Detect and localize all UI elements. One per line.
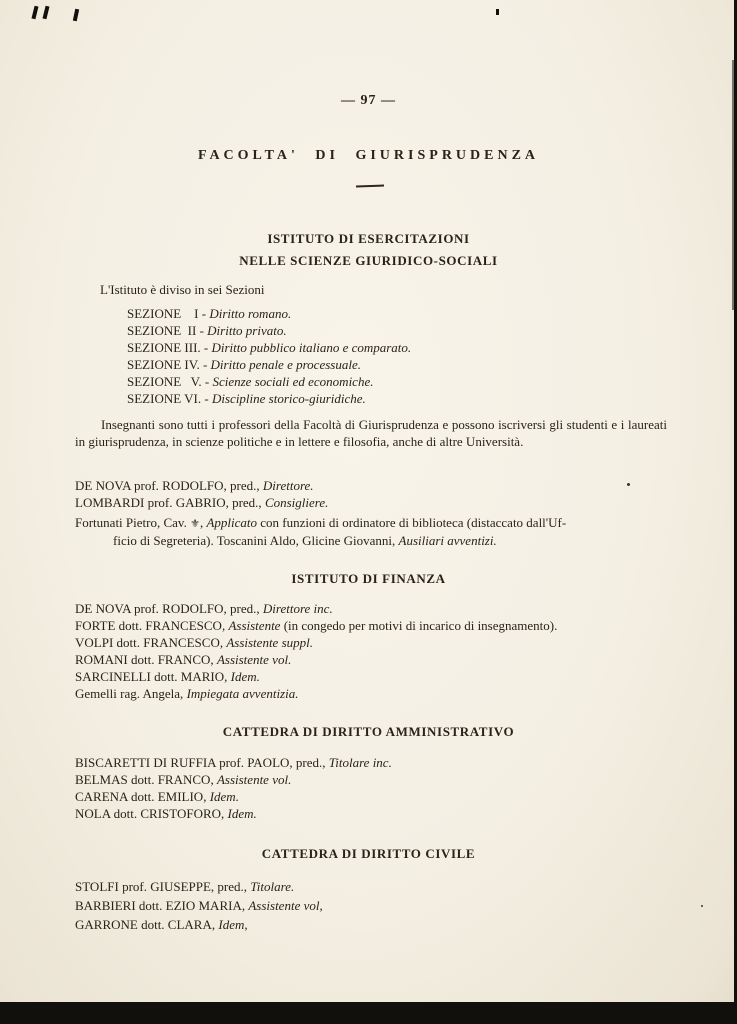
fortunati-line-2 [75,532,667,549]
section-heading-esercitazioni-line2: NELLE SCIENZE GIURIDICO-SOCIALI [239,253,498,268]
staff-name: Gemelli rag. Angela, [75,686,187,701]
staff-line [75,771,675,788]
title-rule [356,185,384,188]
esercitazioni-paragraph: Insegnanti sono tutti i professori della Facoltà di Giurisprudenza e possono iscriversi gli studenti e i laureati in giurisprudenza, in scienze politiche e in lettere e filosofia, anche di altre Università. [75,417,667,449]
staff-role: Assistente vol. [216,772,292,787]
sezione-label: SEZIONE II - [127,323,208,338]
sezione-line [127,322,411,339]
staff-role: Titolare inc. [328,755,392,770]
staff-line [75,651,675,668]
sezione-line [127,390,411,407]
staff-line [75,788,675,805]
page-number: — 97 — [341,93,396,108]
staff-role: Assistente [228,618,281,633]
fortunati-text: ficio di Segreteria). Toscanini Aldo, Glicine Giovanni, [113,533,399,548]
staff-name: BELMAS dott. FRANCO, [75,772,217,787]
sezione-label: SEZIONE III. - [127,340,212,355]
staff-name: CARENA dott. EMILIO, [75,789,210,804]
staff-name: BARBIERI dott. EZIO MARIA, [75,898,249,913]
amministrativo-staff-list [75,754,675,822]
staff-role: Idem. [227,806,257,821]
staff-line [75,754,675,771]
sezioni-list [127,305,411,407]
staff-line [75,896,675,915]
sezione-subject: Diritto romano. [209,306,292,321]
staff-role: Assistente suppl. [226,635,313,650]
scan-artifact-topmark-1 [31,6,38,20]
section-heading-esercitazioni-line1: ISTITUTO DI ESERCITAZIONI [267,231,470,246]
section-heading-civile: CATTEDRA DI DIRITTO CIVILE [261,846,476,861]
staff-name: BISCARETTI DI RUFFIA prof. PAOLO, pred., [75,755,329,770]
fortunati-text: con funzioni di ordinatore di biblioteca (distaccato dall'Uf- [257,515,567,530]
finanza-staff-list [75,600,675,702]
scan-artifact-topmark-4 [496,9,499,15]
staff-role: Idem, [218,917,248,932]
sezione-line [127,339,411,356]
staff-line [75,477,328,494]
sezione-line [127,305,411,322]
sezione-label: SEZIONE I - [127,306,210,321]
sezione-subject: Scienze sociali ed economiche. [212,374,374,389]
cavaliere-decoration-icon: ⚜ [190,517,200,530]
sezione-label: SEZIONE IV. - [127,357,211,372]
staff-name: GARRONE dott. CLARA, [75,917,219,932]
staff-line [75,668,675,685]
sezione-line [127,373,411,390]
staff-line [75,915,675,934]
sezione-subject: Discipline storico-giuridiche. [211,391,366,406]
staff-name: VOLPI dott. FRANCESCO, [75,635,227,650]
staff-line [75,600,675,617]
staff-name: ROMANI dott. FRANCO, [75,652,217,667]
scan-speck-1 [627,483,630,486]
scan-speck-2 [701,905,703,907]
staff-role: Consigliere. [264,495,329,510]
staff-line [75,685,675,702]
sezione-label: SEZIONE VI. - [127,391,212,406]
staff-role: Assistente vol. [216,652,292,667]
esercitazioni-intro: L'Istituto è diviso in sei Sezioni [100,282,265,297]
staff-name: NOLA dott. CRISTOFORO, [75,806,228,821]
sezione-subject: Diritto pubblico italiano e comparato. [211,340,412,355]
scan-artifact-bottom-band [0,1002,737,1024]
sezione-subject: Diritto penale e processuale. [210,357,361,372]
staff-name: FORTE dott. FRANCESCO, [75,618,229,633]
scan-artifact-topmark-2 [42,6,49,20]
esercitazioni-staff-list [75,477,328,511]
staff-name: DE NOVA prof. RODOLFO, pred., [75,478,263,493]
staff-role: Titolare. [250,879,295,894]
section-heading-amministrativo: CATTEDRA DI DIRITTO AMMINISTRATIVO [222,724,515,739]
staff-role: Direttore. [262,478,314,493]
staff-role: Idem. [209,789,239,804]
staff-role: Idem. [230,669,260,684]
fortunati-text: , [199,515,207,530]
staff-suffix: (in congedo per motivi di incarico di insegnamento). [280,618,558,633]
staff-line [75,617,675,634]
section-heading-finanza: ISTITUTO DI FINANZA [291,571,446,586]
page-title: FACOLTA' DI GIURISPRUDENZA [197,148,540,163]
staff-name: STOLFI prof. GIUSEPPE, pred., [75,879,251,894]
staff-name: SARCINELLI dott. MARIO, [75,669,231,684]
sezione-subject: Diritto privato. [207,323,287,338]
staff-role: Impiegata avventizia. [186,686,299,701]
staff-name: DE NOVA prof. RODOLFO, pred., [75,601,263,616]
sezione-line [127,356,411,373]
staff-role: Assistente vol, [248,898,323,913]
staff-line [75,877,675,896]
fortunati-role: Applicato [206,515,257,530]
staff-line [75,805,675,822]
fortunati-note [75,514,667,549]
scan-artifact-topmark-3 [73,9,79,22]
fortunati-text: Fortunati Pietro, Cav. [75,515,191,530]
staff-name: LOMBARDI prof. GABRIO, pred., [75,495,265,510]
staff-line [75,494,328,511]
staff-line [75,634,675,651]
fortunati-role: Ausiliari avventizi. [398,533,497,548]
staff-role: Direttore inc. [262,601,333,616]
fortunati-line-1 [75,514,667,532]
sezione-label: SEZIONE V. - [127,374,213,389]
civile-staff-list [75,877,675,934]
